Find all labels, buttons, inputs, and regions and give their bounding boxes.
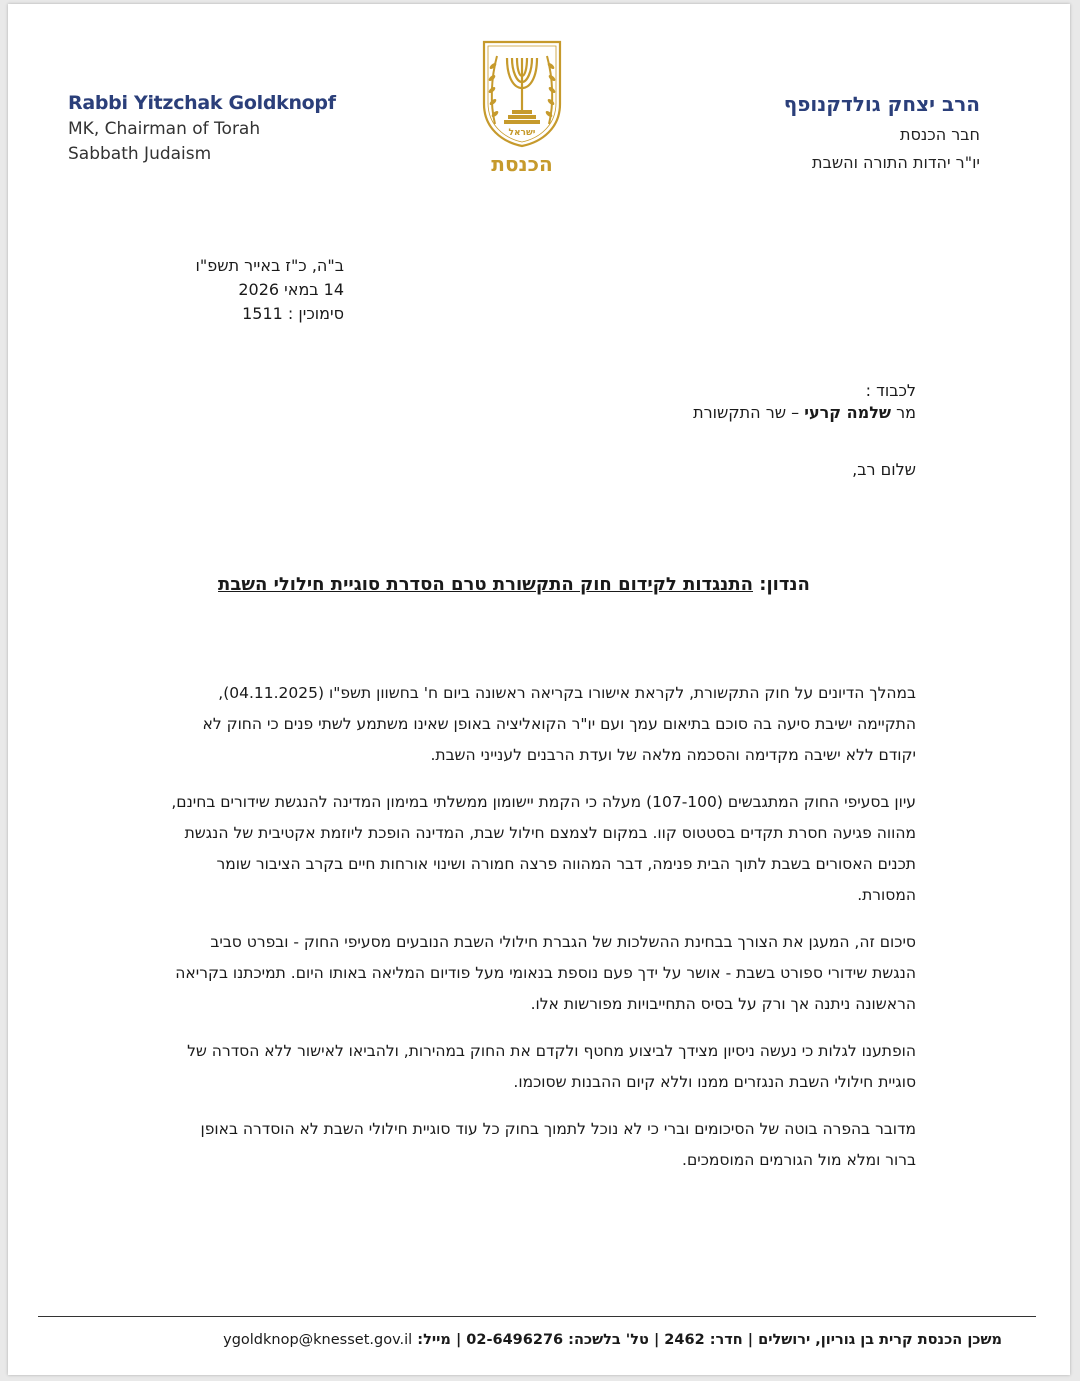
sender-name-hebrew: הרב יצחק גולדקנופף	[783, 92, 980, 116]
recipient-prefix: מר	[896, 403, 916, 422]
reference-number: סימוכין : 1511	[242, 304, 344, 323]
footer-separator: |	[455, 1332, 462, 1348]
subject-text: התנגדות לקידום חוק התקשורת טרם הסדרת סוגיית חילולי השבת	[218, 574, 753, 595]
footer-address: משכן הכנסת קרית בן גוריון, ירושלים	[758, 1332, 1002, 1348]
sender-title-hebrew-line2: יו"ר יהדות התורה והשבת	[812, 153, 980, 172]
body-paragraph: עיון בסעיפי החוק המתגבשים (107-100) מעלה כי הקמת יישומון ממשלתי במימון המדינה להנגשת שידורים בחינם, מהווה פגיעה חסרת תקדים בסטטוס קוו. במקום לצמצם חילול שבת, המדינה הופכת ליוזמת אקטיבית של הנגשת תכנים האסורים בשבת לתוך הבית פנימה, דבר המהווה פרצה חמורה ושינוי אורחות חיים בקרב הציבור שומר המסורת.	[171, 793, 916, 904]
recipient-block	[416, 380, 916, 424]
sender-title-english-line1: MK, Chairman of Torah	[68, 119, 261, 139]
footer-contact	[68, 1332, 1002, 1348]
letter-body	[168, 678, 916, 1192]
footer-email-label: מייל:	[417, 1332, 451, 1348]
subject-label: הנדון:	[759, 574, 810, 595]
footer-room: חדר: 2462	[664, 1332, 743, 1348]
body-paragraph: מדובר בהפרה בוטה של הסיכומים וברי כי לא נוכל לתמוך בחוק כל עוד סוגיית חילולי השבת לא הוסדרה באופן ברור ומלא מול הגורמים המוסמכים.	[200, 1120, 916, 1169]
footer-phone: טל' בלשכה: 02-6496276	[466, 1332, 649, 1348]
knesset-label: הכנסת	[491, 152, 553, 176]
gregorian-date: 14 במאי 2026	[238, 280, 344, 299]
emblem-inscription: ישראל	[508, 128, 536, 138]
knesset-emblem	[480, 38, 564, 180]
letterhead-hebrew	[650, 92, 980, 172]
sender-title-hebrew-line1: חבר הכנסת	[899, 125, 980, 144]
letter-page	[8, 4, 1070, 1375]
footer-separator: |	[653, 1332, 660, 1348]
footer-divider	[38, 1316, 1036, 1317]
footer-email-link[interactable]: ygoldknop@knesset.gov.il	[223, 1332, 413, 1348]
recipient-line	[416, 402, 916, 424]
body-paragraph: סיכום זה, המעגן את הצורך בבחינת ההשלכות של הגברת חילולי השבת הנובעים מסעיפי החוק - ובפרט סביב הנגשת שידורי ספורט בשבת - אושר על ידך פעם נוספת בנאומי מעל פודיום המליאה באותו היום. תמיכתנו בקריאה הראשונה ניתנה אך ורק על בסיס התחייבויות מפורשות אלו.	[175, 933, 916, 1013]
greeting: שלום רב,	[852, 460, 916, 479]
body-paragraph: במהלך הדיונים על חוק התקשורת, לקראת אישורו בקריאה ראשונה ביום ח' בחשוון תשפ"ו (04.11.2025), התקיימה ישיבת סיעה בה סוכם בתיאום עמך ועם יו"ר הקואליציה באופן שאינו משתמע לשתי פנים כי החוק לא יקודם ללא ישיבה מקדימה והסכמה מלאה של ועדת הרבנים לענייני השבת.	[202, 684, 916, 764]
date-block	[164, 254, 344, 326]
footer-separator: |	[747, 1332, 754, 1348]
hebrew-date: ב"ה, כ"ז באייר תשפ"ו	[195, 256, 344, 275]
recipient-name: שלמה קרעי	[804, 403, 891, 422]
letterhead-english	[68, 92, 368, 164]
body-paragraph: הופתענו לגלות כי נעשה ניסיון מצידך לביצוע מחטף ולקדם את החוק במהירות, ולהביאו לאישור ללא הסדרה של סוגיית חילולי השבת הנגזרים ממנו וללא קיום ההבנות שסוכמו.	[187, 1042, 916, 1091]
subject-line	[158, 574, 870, 595]
recipient-salutation: לכבוד :	[865, 381, 916, 400]
sender-title-english-line2: Sabbath Judaism	[68, 144, 212, 164]
sender-name-english: Rabbi Yitzchak Goldknopf	[68, 92, 336, 114]
recipient-role: – שר התקשורת	[693, 403, 800, 422]
